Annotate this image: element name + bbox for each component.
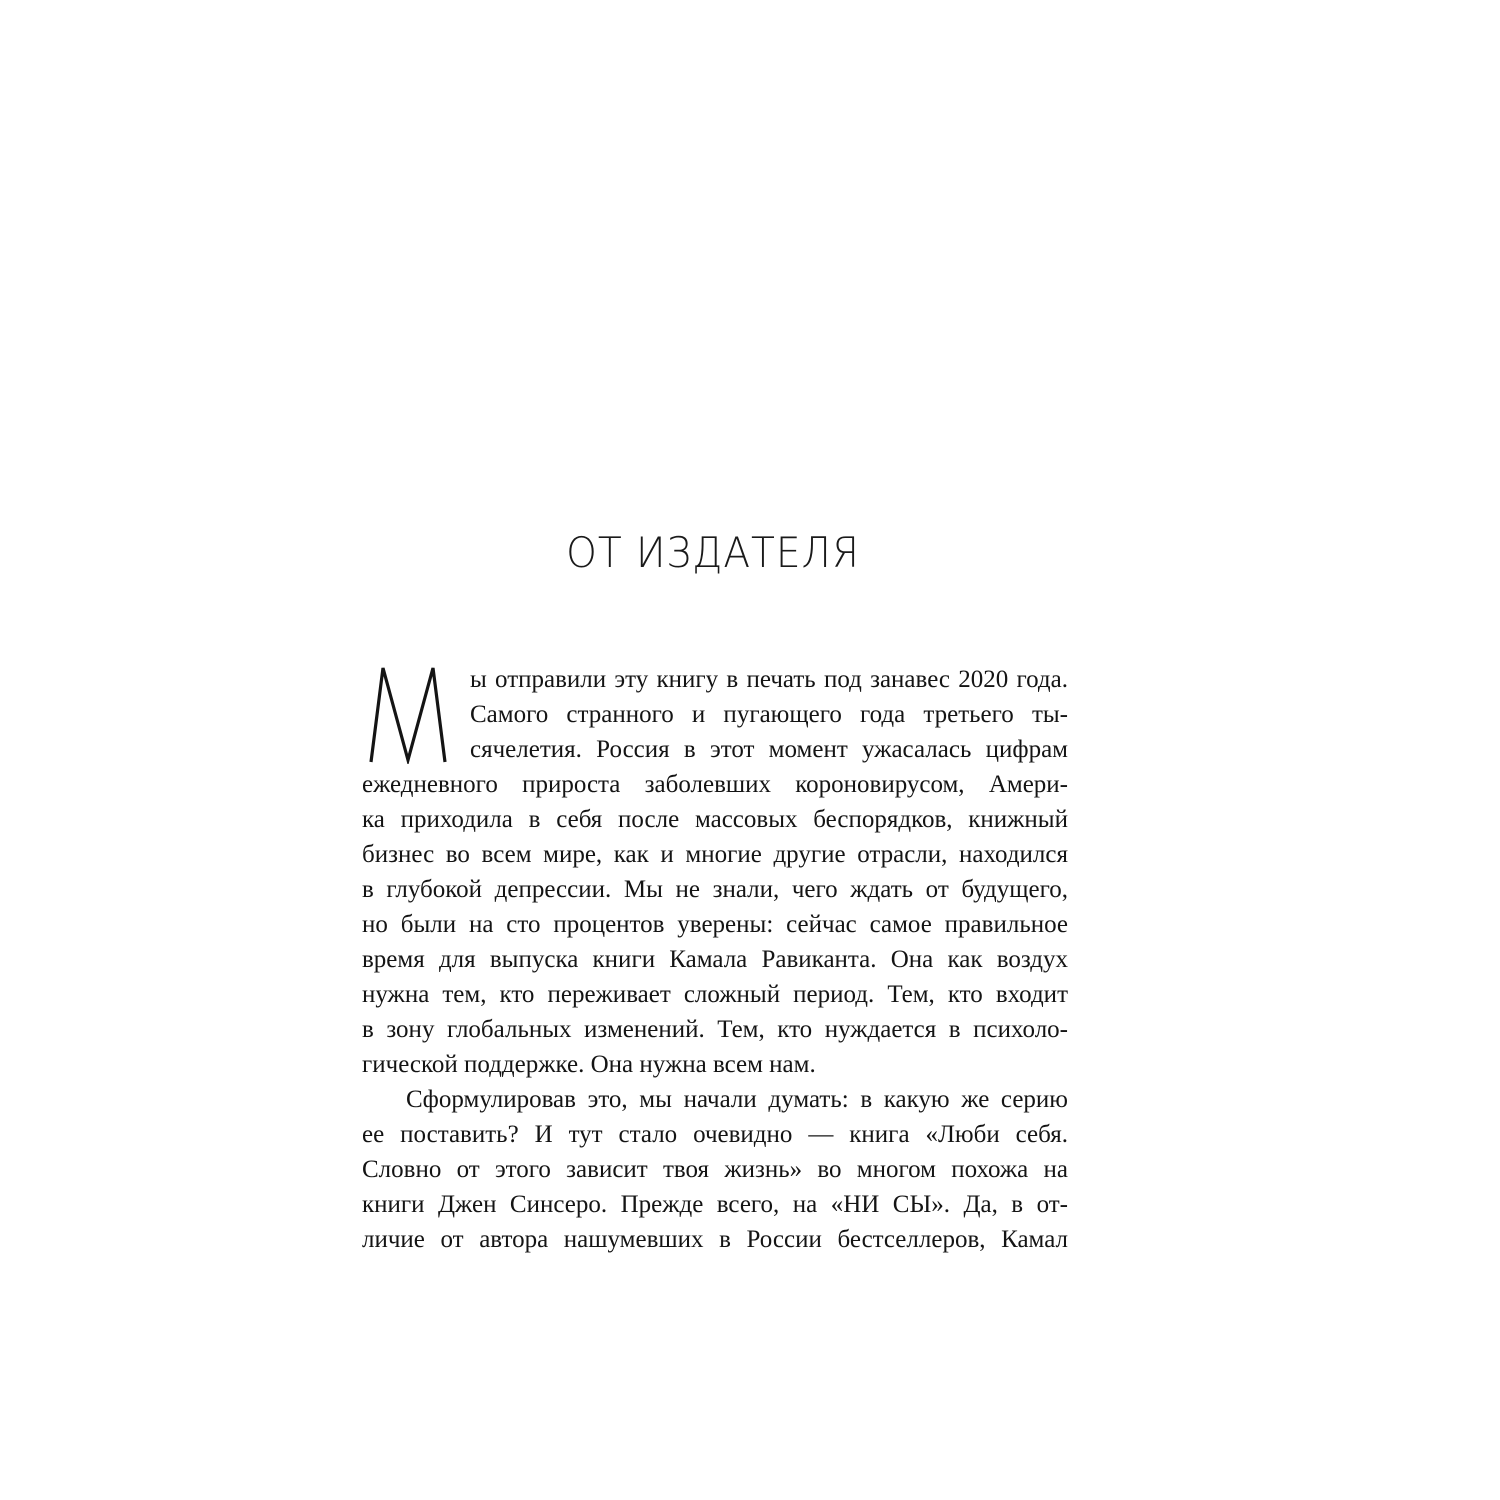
text-line: но были на сто процентов уверены: сейчас самое правильное — [362, 911, 1068, 938]
text-body — [362, 662, 1068, 1257]
text-line: Сформулировав это, мы начали думать: в какую же серию — [406, 1086, 1068, 1113]
text-line: в глубокой депрессии. Мы не знали, чего ждать от будущего, — [362, 876, 1068, 903]
text-line: нужна тем, кто переживает сложный период. Тем, кто входит — [362, 981, 1068, 1008]
text-line: Словно от этого зависит твоя жизнь» во многом похожа на — [362, 1156, 1068, 1183]
text-line: время для выпуска книги Камала Равиканта. Она как воздух — [362, 946, 1068, 973]
text-line: сячелетия. Россия в этот момент ужасалась цифрам — [470, 736, 1068, 763]
paragraph-1 — [362, 662, 1068, 1082]
text-line: Самого странного и пугающего года третьего ты- — [470, 701, 1068, 728]
text-line: личие от автора нашумевших в России бестселлеров, Камал — [362, 1226, 1068, 1253]
text-line: бизнес во всем мире, как и многие другие отрасли, находился — [362, 841, 1068, 868]
paragraph-2 — [362, 1082, 1068, 1257]
text-line: в зону глобальных изменений. Тем, кто нуждается в психоло- — [362, 1016, 1068, 1043]
text-line: книги Джен Синсеро. Прежде всего, на «НИ СЫ». Да, в от- — [362, 1191, 1068, 1218]
text-line: гической поддержке. Она нужна всем нам. — [362, 1051, 816, 1078]
text-line: ка приходила в себя после массовых беспорядков, книжный — [362, 806, 1068, 833]
chapter-heading: ОТ ИЗДАТЕЛЯ — [566, 528, 860, 577]
text-line: ы отправили эту книгу в печать под занавес 2020 года. — [470, 666, 1068, 693]
text-line: ежедневного прироста заболевших короновирусом, Амери- — [362, 771, 1068, 798]
text-line: ее поставить? И тут стало очевидно — книга «Люби себя. — [362, 1121, 1068, 1148]
